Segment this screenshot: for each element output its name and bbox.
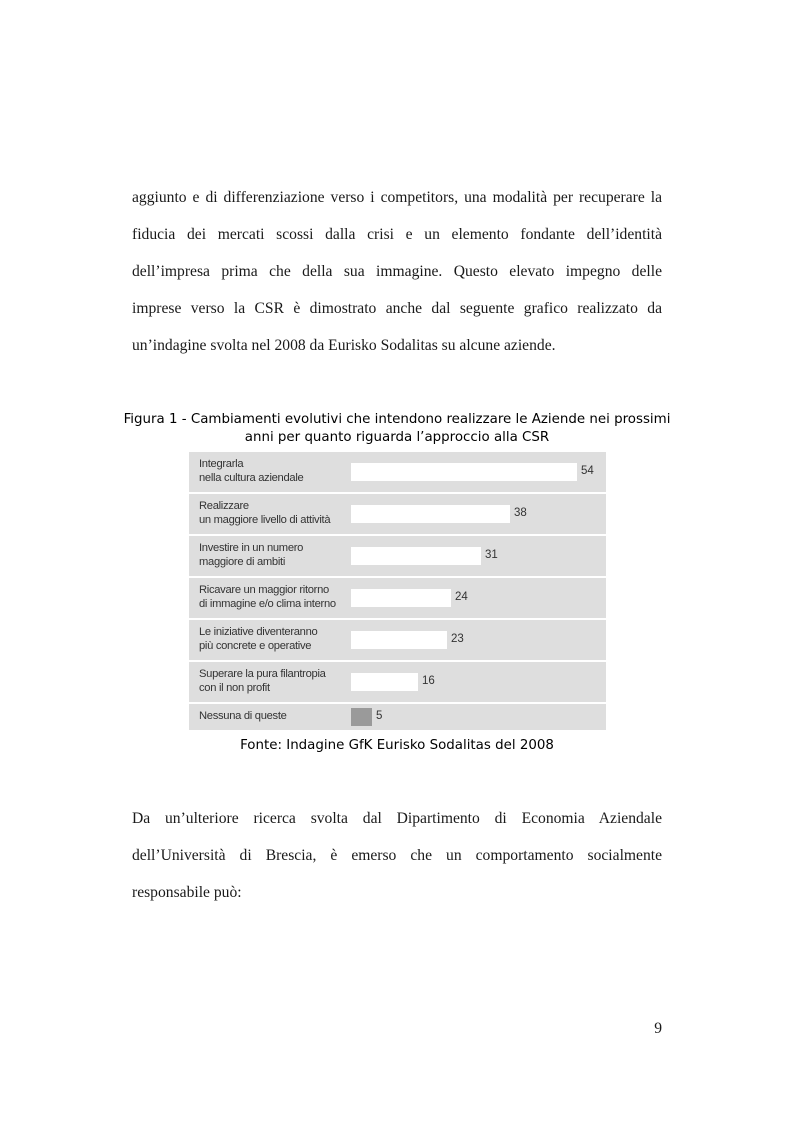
bar [351,589,451,607]
category-label-line: più concrete e operative [199,640,312,652]
figure-source: Fonte: Indagine GfK Eurisko Sodalitas del 2008 [240,738,554,753]
paragraph-2-line: responsabile può: [132,884,242,901]
paragraph-2-line: Da un’ulteriore ricerca svolta dal Dipartimento di Economia Aziendale [132,810,662,827]
row-divider [189,702,606,704]
value-label: 31 [485,549,498,561]
row-divider [189,660,606,662]
category-label [199,541,354,570]
category-label-line: Nessuna di queste [199,709,287,722]
category-label [199,499,354,528]
category-label [199,625,354,654]
category-label [199,709,354,724]
value-label: 16 [422,675,435,687]
category-label [199,457,354,486]
paragraph-1-line: imprese verso la CSR è dimostrato anche dal seguente grafico realizzato da [132,300,662,317]
value-label: 23 [451,633,464,645]
category-label-line: nella cultura aziendale [199,472,304,484]
bar-chart [189,452,606,730]
category-label-line: Realizzare [199,499,249,512]
figure-caption-line: Figura 1 - Cambiamenti evolutivi che intendono realizzare le Aziende nei prossimi [123,412,671,427]
figure-caption-line: anni per quanto riguarda l’approccio alla CSR [244,430,550,445]
value-label: 24 [455,591,468,603]
bar [351,631,447,649]
row-divider [189,492,606,494]
category-label-line: un maggiore livello di attività [199,514,331,526]
category-label-line: con il non profit [199,682,270,694]
figure-caption [120,411,674,447]
bar [351,708,372,726]
paragraph-2-line: dell’Università di Brescia, è emerso che un comportamento socialmente [132,847,662,864]
bar [351,463,577,481]
row-divider [189,534,606,536]
category-label-line: Ricavare un maggior ritorno [199,583,329,596]
row-divider [189,576,606,578]
paragraph-1-line: fiducia dei mercati scossi dalla crisi e un elemento fondante dell’identità [132,226,662,243]
bar [351,547,481,565]
value-label: 38 [514,507,527,519]
value-label: 5 [376,710,383,722]
category-label-line: Superare la pura filantropia [199,667,326,680]
category-label [199,667,354,696]
bar [351,505,510,523]
category-label-line: Integrarla [199,457,244,470]
value-label: 54 [581,465,594,477]
category-label-line: di immagine e/o clima interno [199,598,336,610]
category-label [199,583,354,612]
category-label-line: Investire in un numero [199,541,304,554]
paragraph-1-line: un’indagine svolta nel 2008 da Eurisko Sodalitas su alcune aziende. [132,337,556,354]
page-number: 9 [654,1020,662,1037]
row-divider [189,618,606,620]
paragraph-1-line: dell’impresa prima che della sua immagine. Questo elevato impegno delle [132,263,662,280]
paragraph-1-line: aggiunto e di differenziazione verso i competitors, una modalità per recuperare la [132,189,662,206]
category-label-line: Le iniziative diventeranno [199,625,318,638]
category-label-line: maggiore di ambiti [199,556,286,568]
bar [351,673,418,691]
